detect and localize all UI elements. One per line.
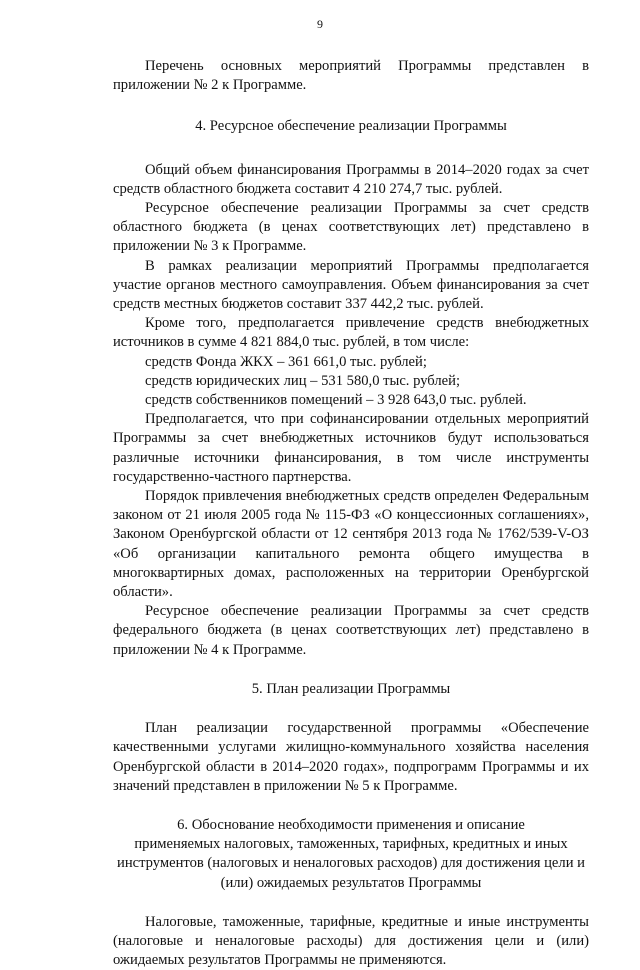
section-6-title-line: инструментов (налоговых и неналоговых расходов) для достижения цели и [117,855,585,872]
section-5-paragraph: План реализации государственной программы «Обеспечение качественными услугами жилищно-коммунального хозяйства населения Оренбургской области в 2014–2020 годах», подпрограмм Программы и их значений представлен в приложении № 5 к Программе. [113,720,589,794]
section-4-paragraph: Ресурсное обеспечение реализации Программы за счет средств федерального бюджета (в ценах соответствующих лет) представлено в приложении № 4 к Программе. [113,603,589,658]
section-4-paragraph: Общий объем финансирования Программы в 2014–2020 годах за счет средств областного бюджета составит 4 210 274,7 тыс. рублей. [113,161,589,197]
intro-paragraph: Перечень основных мероприятий Программы представлен в приложении № 2 к Программе. [113,58,589,94]
section-6-title [113,816,589,893]
section-5-title: 5. План реализации Программы [251,680,451,697]
section-6-title-line: применяемых налоговых, таможенных, тарифных, кредитных и иных [134,836,568,853]
section-4-paragraph: Ресурсное обеспечение реализации Программы за счет средств областного бюджета (в ценах соответствующих лет) представлено в приложении № 3 к Программе. [113,200,589,255]
funding-source-item: средств юридических лиц – 531 580,0 тыс. рублей; [145,372,460,389]
section-6-title-line: 6. Обоснование необходимости применения и описание [177,816,525,833]
section-4-paragraph: В рамках реализации мероприятий Программы предполагается участие органов местного самоуправления. Объем финансирования за счет средств местных бюджетов составит 337 442,2 тыс. рублей. [113,257,589,313]
section-4-title: 4. Ресурсное обеспечение реализации Программы [195,118,507,135]
section-4-paragraph: Предполагается, что при софинансировании отдельных мероприятий Программы за счет внебюджетных источников будут использоваться различные источники финансирования, в том числе инструменты государственно-частного партнерства. [113,411,589,485]
section-6-paragraph: Налоговые, таможенные, тарифные, кредитные и иные инструменты (налоговые и неналоговые расходы) для достижения цели и (или) ожидаемых результатов Программы не применяются. [113,913,589,969]
page-number: 9 [317,17,323,31]
section-4-paragraph: Порядок привлечения внебюджетных средств определен Федеральным законом от 21 июля 2005 года № 115-ФЗ «О концессионных соглашениях», Законом Оренбургской области от 12 сентября 2013 года № 1762/539-V-ОЗ «Об организации капитального ремонта общего имущества в многоквартирных домах, расположенных на территории Оренбургской области». [113,488,589,601]
section-4-paragraph: Кроме того, предполагается привлечение средств внебюджетных источников в сумме 4 821 884,0 тыс. рублей, в том числе: [113,315,589,351]
section-6-title-line: (или) ожидаемых результатов Программы [220,874,482,891]
funding-source-item: средств Фонда ЖКХ – 361 661,0 тыс. рублей; [145,353,427,370]
document-body [113,57,589,970]
funding-source-item: средств собственников помещений – 3 928 643,0 тыс. рублей. [145,392,527,409]
